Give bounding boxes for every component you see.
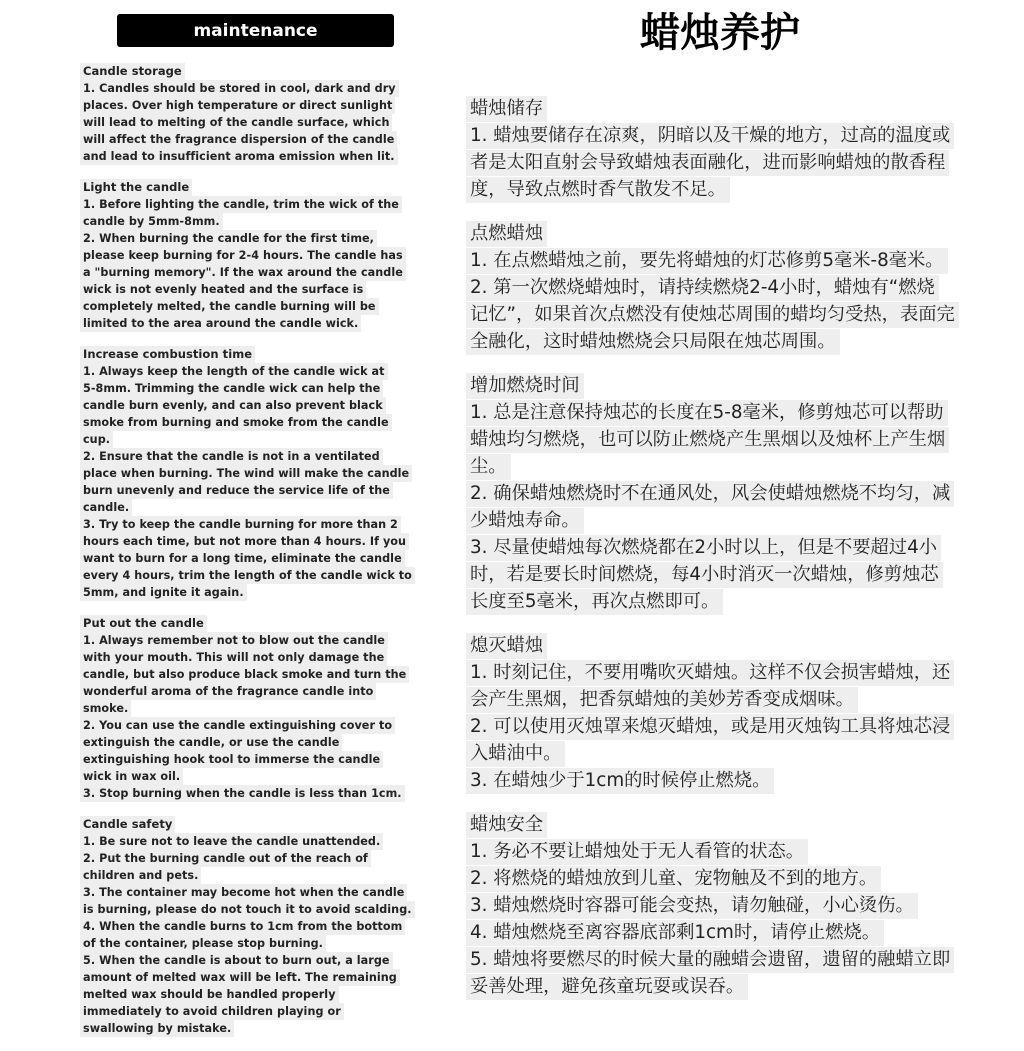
zh-text-line: 妥善处理，避免孩童玩耍或误吞。 [466, 974, 748, 1000]
zh-text-line: 1. 蜡烛要储存在凉爽，阴暗以及干燥的地方，过高的温度或 [466, 123, 954, 149]
en-text-line: melted wax should be handled properly [80, 986, 339, 1003]
maintenance-title-badge [117, 14, 394, 47]
en-text-line: wonderful aroma of the fragrance candle into [80, 683, 376, 700]
en-text-line: immediately to avoid children playing or [80, 1003, 344, 1020]
en-text-line: 3. Stop burning when the candle is less than 1cm. [80, 785, 405, 802]
en-text-line: extinguishing hook tool to immerse the candle [80, 751, 383, 768]
zh-text-line: 入蜡油中。 [466, 741, 565, 767]
zh-section [466, 373, 1006, 615]
zh-text-line: 1. 在点燃蜡烛之前，要先将蜡烛的灯芯修剪5毫米-8毫米。 [466, 248, 948, 274]
zh-text-line: 3. 蜡烛燃烧时容器可能会变热，请勿触碰，小心烫伤。 [466, 893, 918, 919]
en-text-line: candle by 5mm-8mm. [80, 213, 223, 230]
zh-section [466, 96, 1006, 203]
en-section [80, 816, 448, 1037]
en-text-line: 2. Ensure that the candle is not in a ventilated [80, 448, 383, 465]
en-text-line: candle burn evenly, and can also prevent black [80, 397, 386, 414]
zh-text-line: 少蜡烛寿命。 [466, 508, 584, 534]
zh-text-line: 1. 总是注意保持烛芯的长度在5-8毫米，修剪烛芯可以帮助 [466, 400, 948, 426]
en-text-line: will lead to melting of the candle surface, which [80, 114, 392, 131]
en-text-line: 1. Before lighting the candle, trim the wick of the [80, 196, 402, 213]
en-text-line: smoke from burning and smoke from the candle [80, 414, 392, 431]
en-text-line: hours each time, but not more than 4 hours. If you [80, 533, 409, 550]
en-text-line: extinguish the candle, or use the candle [80, 734, 342, 751]
en-text-line: candle, but also produce black smoke and turn the [80, 666, 409, 683]
zh-text-line: 2. 将燃烧的蜡烛放到儿童、宠物触及不到的地方。 [466, 866, 881, 892]
zh-text-line: 2. 第一次燃烧蜡烛时，请持续燃烧2-4小时，蜡烛有“燃烧 [466, 275, 939, 301]
zh-section-heading: 点燃蜡烛 [466, 221, 547, 247]
zh-section-heading: 熄灭蜡烛 [466, 633, 547, 659]
zh-text-line: 3. 尽量使蜡烛每次燃烧都在2小时以上，但是不要超过4小 [466, 535, 941, 561]
en-text-line: will affect the fragrance dispersion of the candle [80, 131, 397, 148]
zh-text-line: 全融化，这时蜡烛燃烧会只局限在烛芯周围。 [466, 329, 840, 355]
zh-section-heading: 蜡烛储存 [466, 96, 547, 122]
zh-text-line: 会产生黑烟，把香氛蜡烛的美妙芳香变成烟味。 [466, 687, 858, 713]
zh-text-line: 5. 蜡烛将要燃尽的时候大量的融蜡会遗留，遗留的融蜡立即 [466, 947, 954, 973]
en-section-heading: Candle safety [80, 816, 175, 833]
zh-text-line: 尘。 [466, 454, 511, 480]
en-text-line: 5-8mm. Trimming the candle wick can help the [80, 380, 383, 397]
zh-section [466, 221, 1006, 355]
en-text-line: completely melted, the candle burning will be [80, 298, 379, 315]
en-text-line: 1. Always remember not to blow out the candle [80, 632, 388, 649]
zh-text-line: 度，导致点燃时香气散发不足。 [466, 177, 730, 203]
zh-text-line: 长度至5毫米，再次点燃即可。 [466, 589, 723, 615]
en-text-line: with your mouth. This will not only damage the [80, 649, 387, 666]
zh-text-line: 2. 确保蜡烛燃烧时不在通风处，风会使蜡烛燃烧不均匀，减 [466, 481, 954, 507]
zh-text-line: 4. 蜡烛燃烧至离容器底部剩1cm时，请停止燃烧。 [466, 920, 884, 946]
en-text-line: children and pets. [80, 867, 201, 884]
zh-text-line: 记忆”，如果首次点燃没有使烛芯周围的蜡均匀受热，表面完 [466, 302, 959, 328]
zh-section-heading: 蜡烛安全 [466, 812, 547, 838]
zh-section-heading: 增加燃烧时间 [466, 373, 584, 399]
en-text-line: 5. When the candle is about to burn out, a large [80, 952, 393, 969]
en-text-line: 1. Be sure not to leave the candle unattended. [80, 833, 383, 850]
en-text-line: burn unevenly and reduce the service life of the [80, 482, 393, 499]
en-text-line: please keep burning for 2-4 hours. The candle has [80, 247, 406, 264]
en-text-line: 3. Try to keep the candle burning for more than 2 [80, 516, 401, 533]
en-section [80, 179, 448, 332]
en-text-line: 1. Candles should be stored in cool, dark and dry [80, 80, 399, 97]
zh-text-line: 1. 时刻记住，不要用嘴吹灭蜡烛。这样不仅会损害蜡烛，还 [466, 660, 954, 686]
en-text-line: 1. Always keep the length of the candle wick at [80, 363, 388, 380]
en-text-line: is burning, please do not touch it to avoid scalding. [80, 901, 415, 918]
en-text-line: every 4 hours, trim the length of the candle wick to [80, 567, 415, 584]
en-text-line: 4. When the candle burns to 1cm from the bottom [80, 918, 405, 935]
chinese-instructions [466, 96, 1006, 1018]
zh-section [466, 812, 1006, 1000]
en-section-heading: Light the candle [80, 179, 192, 196]
en-section [80, 63, 448, 165]
en-text-line: 2. Put the burning candle out of the reach of [80, 850, 371, 867]
en-section-heading: Candle storage [80, 63, 185, 80]
en-text-line: limited to the area around the candle wick. [80, 315, 361, 332]
zh-text-line: 3. 在蜡烛少于1cm的时候停止燃烧。 [466, 768, 774, 794]
en-text-line: candle. [80, 499, 132, 516]
english-instructions [80, 63, 448, 1051]
zh-text-line: 2. 可以使用灭烛罩来熄灭蜡烛，或是用灭烛钩工具将烛芯浸 [466, 714, 954, 740]
en-text-line: cup. [80, 431, 113, 448]
zh-text-line: 蜡烛均匀燃烧，也可以防止燃烧产生黑烟以及烛杯上产生烟 [466, 427, 949, 453]
en-section [80, 615, 448, 802]
zh-text-line: 时，若是要长时间燃烧，每4小时消灭一次蜡烛，修剪烛芯 [466, 562, 943, 588]
maintenance-title: maintenance [193, 20, 318, 41]
en-section [80, 346, 448, 601]
en-text-line: wick is not evenly heated and the surface is [80, 281, 366, 298]
en-text-line: and lead to insufficient aroma emission when lit. [80, 148, 398, 165]
en-text-line: smoke. [80, 700, 131, 717]
en-text-line: place when burning. The wind will make the candle [80, 465, 412, 482]
en-text-line: places. Over high temperature or direct sunlight [80, 97, 395, 114]
zh-section [466, 633, 1006, 794]
en-text-line: 2. You can use the candle extinguishing cover to [80, 717, 395, 734]
en-text-line: of the container, please stop burning. [80, 935, 326, 952]
en-text-line: 5mm, and ignite it again. [80, 584, 247, 601]
en-text-line: swallowing by mistake. [80, 1020, 234, 1037]
en-text-line: wick in wax oil. [80, 768, 183, 785]
zh-page-title: 蜡烛养护 [640, 10, 800, 56]
en-section-heading: Increase combustion time [80, 346, 255, 363]
zh-text-line: 者是太阳直射会导致蜡烛表面融化，进而影响蜡烛的散香程 [466, 150, 949, 176]
zh-text-line: 1. 务必不要让蜡烛处于无人看管的状态。 [466, 839, 808, 865]
en-section-heading: Put out the candle [80, 615, 207, 632]
en-text-line: want to burn for a long time, eliminate the candle [80, 550, 405, 567]
en-text-line: 2. When burning the candle for the first time, [80, 230, 377, 247]
en-text-line: 3. The container may become hot when the candle [80, 884, 407, 901]
en-text-line: a "burning memory". If the wax around the candle [80, 264, 406, 281]
en-text-line: amount of melted wax will be left. The remaining [80, 969, 400, 986]
